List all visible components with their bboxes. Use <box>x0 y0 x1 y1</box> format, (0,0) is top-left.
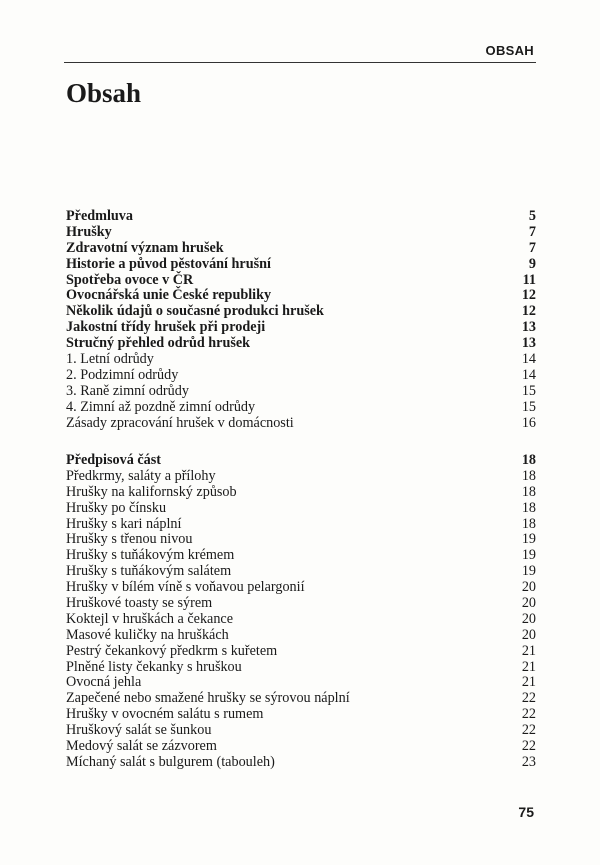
toc-entry-label: 1. Letní odrůdy <box>66 351 154 368</box>
toc-entry <box>66 368 536 384</box>
toc-entry-label: Zapečené nebo smažené hrušky se sýrovou náplní <box>66 690 350 707</box>
page-title: Obsah <box>66 78 142 108</box>
toc-entry <box>66 241 536 257</box>
toc-entry-label: Hrušky s třenou nivou <box>66 531 193 548</box>
toc-entry-page: 12 <box>521 287 536 304</box>
toc-entry-page: 22 <box>521 738 536 755</box>
toc-entry <box>66 225 536 241</box>
toc-entry-label: Pestrý čekankový předkrm s kuřetem <box>66 642 278 659</box>
toc-entry-label: Masové kuličky na hruškách <box>66 626 229 643</box>
toc-entry <box>66 209 536 225</box>
toc-entry <box>66 580 536 596</box>
toc-entry-page: 20 <box>521 626 536 643</box>
toc-entry <box>66 755 536 771</box>
toc-entry-page: 22 <box>521 690 536 707</box>
toc-entry-page: 18 <box>521 483 536 500</box>
toc-section-2 <box>66 453 536 771</box>
toc-entry-label: Zdravotní význam hrušek <box>66 239 224 256</box>
toc-entry-label: Plněné listy čekanky s hruškou <box>66 658 242 675</box>
toc-entry <box>66 707 536 723</box>
toc-entry <box>66 453 536 469</box>
toc-entry-page: 18 <box>521 467 536 484</box>
toc-entry-page: 18 <box>521 515 536 532</box>
toc-entry-page: 14 <box>521 351 536 368</box>
toc-entry <box>66 469 536 485</box>
toc-entry <box>66 320 536 336</box>
toc-entry <box>66 517 536 533</box>
toc-entry <box>66 596 536 612</box>
toc-entry <box>66 336 536 352</box>
toc-entry <box>66 257 536 273</box>
toc-entry <box>66 691 536 707</box>
toc-entry-label: Několik údajů o současné produkci hrušek <box>66 303 324 320</box>
toc-entry <box>66 352 536 368</box>
toc-entry-page: 18 <box>521 499 536 516</box>
toc-entry <box>66 485 536 501</box>
toc-entry-label: Medový salát se zázvorem <box>66 738 217 755</box>
toc-entry-label: Jakostní třídy hrušek při prodeji <box>66 319 266 336</box>
toc-entry-page: 7 <box>528 239 536 256</box>
toc-entry-label: Ovocnářská unie České republiky <box>66 287 272 304</box>
toc-entry-page: 11 <box>522 271 536 288</box>
toc-section-1 <box>66 209 536 431</box>
toc-entry-page: 9 <box>528 255 536 272</box>
toc-entry-page: 20 <box>521 610 536 627</box>
toc-entry-page: 16 <box>521 414 536 431</box>
toc-entry-label: Zásady zpracování hrušek v domácnosti <box>66 414 294 431</box>
toc-entry-page: 23 <box>521 753 536 770</box>
toc-entry-label: Předkrmy, saláty a přílohy <box>66 467 216 484</box>
toc-entry-label: Stručný přehled odrůd hrušek <box>66 335 251 352</box>
toc-entry-page: 22 <box>521 722 536 739</box>
toc-entry-page: 20 <box>521 579 536 596</box>
toc-entry <box>66 739 536 755</box>
toc-entry-label: Hruškové toasty se sýrem <box>66 595 213 612</box>
toc-entry-page: 12 <box>521 303 536 320</box>
toc-entry-label: Ovocná jehla <box>66 674 142 691</box>
toc-entry-page: 19 <box>521 531 536 548</box>
toc-entry <box>66 564 536 580</box>
toc-entry-label: 2. Podzimní odrůdy <box>66 366 179 383</box>
toc-entry-label: Hrušky po čínsku <box>66 499 167 516</box>
toc-entry-label: 3. Raně zimní odrůdy <box>66 382 189 399</box>
toc-entry <box>66 723 536 739</box>
toc-entry-page: 7 <box>528 223 536 240</box>
toc-entry <box>66 644 536 660</box>
toc-entry-page: 13 <box>521 335 536 352</box>
toc-entry <box>66 675 536 691</box>
toc-entry-label: Spotřeba ovoce v ČR <box>66 271 194 288</box>
toc-entry-page: 14 <box>521 366 536 383</box>
toc-entry-page: 15 <box>521 382 536 399</box>
toc-entry-label: Hruškový salát se šunkou <box>66 722 212 739</box>
toc-entry-label: Předpisová část <box>66 452 161 468</box>
toc-entry-page: 18 <box>521 452 536 468</box>
toc-entry-page: 21 <box>521 674 536 691</box>
toc-entry <box>66 612 536 628</box>
toc-entry-label: Historie a původ pěstování hrušní <box>66 255 271 272</box>
toc-entry-label: Hrušky s tuňákovým salátem <box>66 563 232 580</box>
toc-entry-label: Míchaný salát s bulgurem (tabouleh) <box>66 753 275 770</box>
header-rule <box>64 62 536 63</box>
toc-entry <box>66 416 536 432</box>
toc-entry-label: Hrušky <box>66 223 112 240</box>
toc-entry-page: 22 <box>521 706 536 723</box>
running-head: OBSAH <box>485 43 534 58</box>
toc-entry <box>66 304 536 320</box>
toc-entry-label: Předmluva <box>66 208 133 224</box>
toc-entry <box>66 548 536 564</box>
toc-entry <box>66 628 536 644</box>
toc-entry-label: Koktejl v hruškách a čekance <box>66 610 234 627</box>
toc-entry-page: 13 <box>521 319 536 336</box>
toc-entry <box>66 532 536 548</box>
toc-entry <box>66 400 536 416</box>
toc-entry-page: 19 <box>521 563 536 580</box>
toc-entry-label: Hrušky s kari náplní <box>66 515 182 532</box>
toc-entry-page: 19 <box>521 547 536 564</box>
toc-entry-label: 4. Zimní až pozdně zimní odrůdy <box>66 398 256 415</box>
toc-entry-page: 20 <box>521 595 536 612</box>
toc-entry-label: Hrušky s tuňákovým krémem <box>66 547 235 564</box>
toc-entry-label: Hrušky v bílém víně s voňavou pelargonií <box>66 579 305 596</box>
toc-entry <box>66 501 536 517</box>
toc-entry-label: Hrušky v ovocném salátu s rumem <box>66 706 264 723</box>
toc-entry <box>66 288 536 304</box>
toc-entry-page: 15 <box>521 398 536 415</box>
toc-entry-label: Hrušky na kalifornský způsob <box>66 483 237 500</box>
toc-entry <box>66 660 536 676</box>
toc-entry-page: 21 <box>521 658 536 675</box>
toc-entry-page: 5 <box>528 208 536 224</box>
page-number: 75 <box>518 804 534 820</box>
toc-entry <box>66 384 536 400</box>
toc-entry-page: 21 <box>521 642 536 659</box>
